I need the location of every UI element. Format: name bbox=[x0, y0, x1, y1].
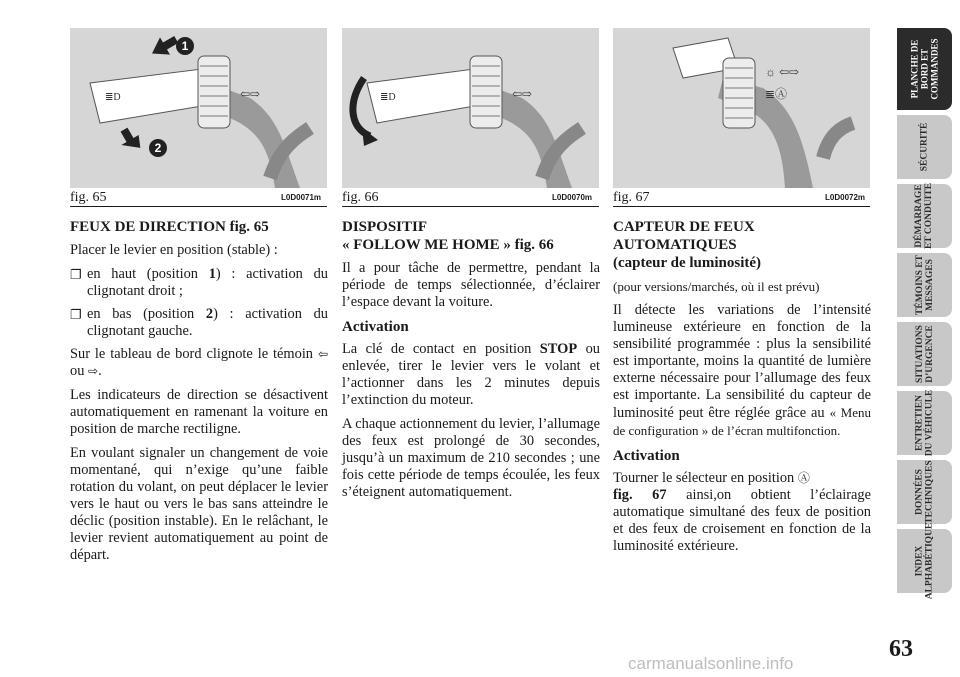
tableau-end: . bbox=[98, 363, 102, 379]
figure-66-code: L0D0070m bbox=[552, 193, 593, 202]
figure-66-label: fig. 66 bbox=[342, 190, 379, 205]
detecte-text-b: « Menu de configuration » de l’écran multifonction. bbox=[613, 405, 871, 438]
paragraph-changement: En voulant signaler un changement de voie momentané, qui n’exige qu’une faible rotation du volant, on peut déplacer le levier vers le haut ou vers le bas sans atteindre le déclic (position instable). En le relâchant, le levier revient automatiquement au point de départ. bbox=[70, 445, 328, 563]
page-number: 63 bbox=[889, 636, 913, 662]
paragraph-chaque: A chaque actionnement du levier, l’allumage des feux est prolongé de 30 secondes, jusqu’à un maximum de 210 secondes ; une fois cette période de temps écoulée, les feux s’éteignent automatiquement. bbox=[342, 416, 600, 500]
tab-label: DONNÉES TECHNIQUES bbox=[914, 460, 935, 524]
tab-planche-de-bord[interactable] bbox=[897, 28, 952, 110]
figure-65-label: fig. 65 bbox=[70, 190, 107, 205]
column-capteur bbox=[613, 218, 871, 562]
svg-text:1: 1 bbox=[181, 39, 189, 53]
paragraph-indicateurs: Les indicateurs de direction se désactivent automatiquement en ramenant la voiture en position de marche rectiligne. bbox=[70, 387, 328, 437]
arrow-left-icon: ⇦ bbox=[317, 347, 328, 361]
svg-text:2: 2 bbox=[154, 141, 162, 155]
svg-text:⇦⇨: ⇦⇨ bbox=[512, 87, 533, 101]
figure-67-label: fig. 67 bbox=[613, 190, 650, 205]
figure-65-rule bbox=[70, 206, 327, 207]
heading-line-3: (capteur de luminosité) bbox=[613, 255, 762, 271]
bullet2-text-b: ) : activation du clignotant gauche. bbox=[87, 306, 328, 339]
cle-stop: STOP bbox=[539, 341, 578, 357]
tab-label: SITUATIONS D’URGENCE bbox=[914, 325, 935, 383]
cle-text-a: La clé de contact en position bbox=[342, 341, 540, 357]
bullet-box-icon: ❐ bbox=[70, 267, 82, 282]
bullet-box-icon: ❐ bbox=[70, 307, 82, 322]
figure-66-rule bbox=[342, 206, 599, 207]
intro-text: Placer le levier en position (stable) : bbox=[70, 242, 278, 258]
paragraph-tache: Il a pour tâche de permettre, pendant la période de temps sélectionnée, d’éclairer l’espace devant la voiture. bbox=[342, 260, 600, 310]
bullet1-position: 1 bbox=[208, 266, 216, 282]
watermark: carmanualsonline.info bbox=[628, 654, 794, 673]
paragraph-tableau bbox=[70, 346, 328, 380]
paragraph-cle bbox=[342, 341, 600, 409]
tab-label: TÉMOINS ET MESSAGES bbox=[914, 255, 935, 315]
heading-feux-direction: FEUX DE DIRECTION fig. 65 bbox=[70, 219, 269, 235]
tab-donnees[interactable] bbox=[897, 460, 952, 524]
auto-lights-icon: Ⓐ bbox=[797, 471, 810, 485]
bullet1-text-b: ) : activation du clignotant droit ; bbox=[87, 266, 328, 299]
figure-65-code: L0D0071m bbox=[281, 193, 322, 202]
paragraph-detecte bbox=[613, 302, 871, 440]
column-direction-lights bbox=[70, 218, 328, 571]
svg-text:≣D: ≣D bbox=[105, 92, 121, 103]
tab-label: PLANCHE DE BORD ET COMMANDES bbox=[909, 38, 940, 100]
heading-line-1: CAPTEUR DE FEUX bbox=[613, 219, 755, 235]
figure-67-rule bbox=[613, 206, 870, 207]
tableau-text: Sur le tableau de bord clignote le témoin bbox=[70, 346, 318, 362]
tab-entretien[interactable] bbox=[897, 391, 952, 455]
bullet2-text-a: en bas (position bbox=[87, 306, 206, 322]
bullet2-position: 2 bbox=[205, 306, 214, 322]
tab-label: DÉMARRAGE ET CONDUITE bbox=[914, 182, 935, 250]
subheading-activation: Activation bbox=[342, 319, 409, 335]
svg-text:≣D: ≣D bbox=[380, 92, 396, 103]
bullet1-text-a: en haut (position bbox=[87, 266, 209, 282]
paragraph-tourner bbox=[613, 470, 871, 555]
subheading-activation: Activation bbox=[613, 448, 680, 464]
arrow-right-icon: ⇨ bbox=[88, 364, 99, 378]
bullet-bas bbox=[70, 306, 328, 340]
heading-line-2: « FOLLOW ME HOME » fig. 66 bbox=[342, 237, 554, 253]
column-follow-me-home bbox=[342, 218, 600, 508]
heading-capteur bbox=[613, 218, 871, 272]
heading-follow-me-home bbox=[342, 218, 600, 254]
tab-index[interactable] bbox=[897, 522, 952, 600]
tableau-ou: ou bbox=[70, 363, 88, 379]
tab-temoins[interactable] bbox=[897, 253, 952, 317]
svg-text:⇦⇨: ⇦⇨ bbox=[240, 87, 261, 101]
bullet-haut bbox=[70, 266, 328, 300]
figure-65-image bbox=[70, 28, 327, 188]
tab-label: ENTRETIEN DU VÉHICULE bbox=[914, 389, 935, 457]
figure-67-image bbox=[613, 28, 870, 188]
section-tabs bbox=[897, 28, 952, 598]
tourner-text-a: Tourner le sélecteur en position bbox=[613, 470, 798, 486]
tab-situations[interactable] bbox=[897, 322, 952, 386]
tab-securite[interactable] bbox=[897, 115, 952, 179]
tab-label: SÉCURITÉ bbox=[919, 122, 930, 172]
heading-line-1: DISPOSITIF bbox=[342, 219, 428, 235]
figure-66-image bbox=[342, 28, 599, 188]
paragraph-versions: (pour versions/marchés, où il est prévu) bbox=[613, 279, 820, 294]
svg-text:☼ ⇦⇨: ☼ ⇦⇨ bbox=[765, 65, 800, 79]
svg-text:≣Ⓐ: ≣Ⓐ bbox=[765, 87, 788, 101]
cle-text-b: ou enlevée, tirer le levier vers le volant et l’actionner dans les 2 minutes depuis l’extinction du moteur. bbox=[342, 341, 600, 408]
heading-line-2: AUTOMATIQUES bbox=[613, 237, 737, 253]
tourner-text-b: ainsi,on obtient l’éclairage automatique simultané des feux de position et des feux de croisement en fonction de la luminosité extérieure. bbox=[613, 487, 872, 554]
detecte-text-a: Il détecte les variations de l’intensité lumineuse extérieure en fonction de la sensibilité programmée : plus la sensibilité est importante, moins la quantité de lumière externe nécessaire pour l’allumage des feux est importante. La sensibilité du capteur de luminosité peut être réglée grâce au bbox=[613, 302, 871, 421]
tab-demarrage[interactable] bbox=[897, 184, 952, 248]
tab-label: INDEX ALPHABÉTIQUE bbox=[914, 522, 935, 600]
tourner-fig-ref: fig. 67 bbox=[613, 487, 667, 503]
figure-67-code: L0D0072m bbox=[825, 193, 866, 202]
